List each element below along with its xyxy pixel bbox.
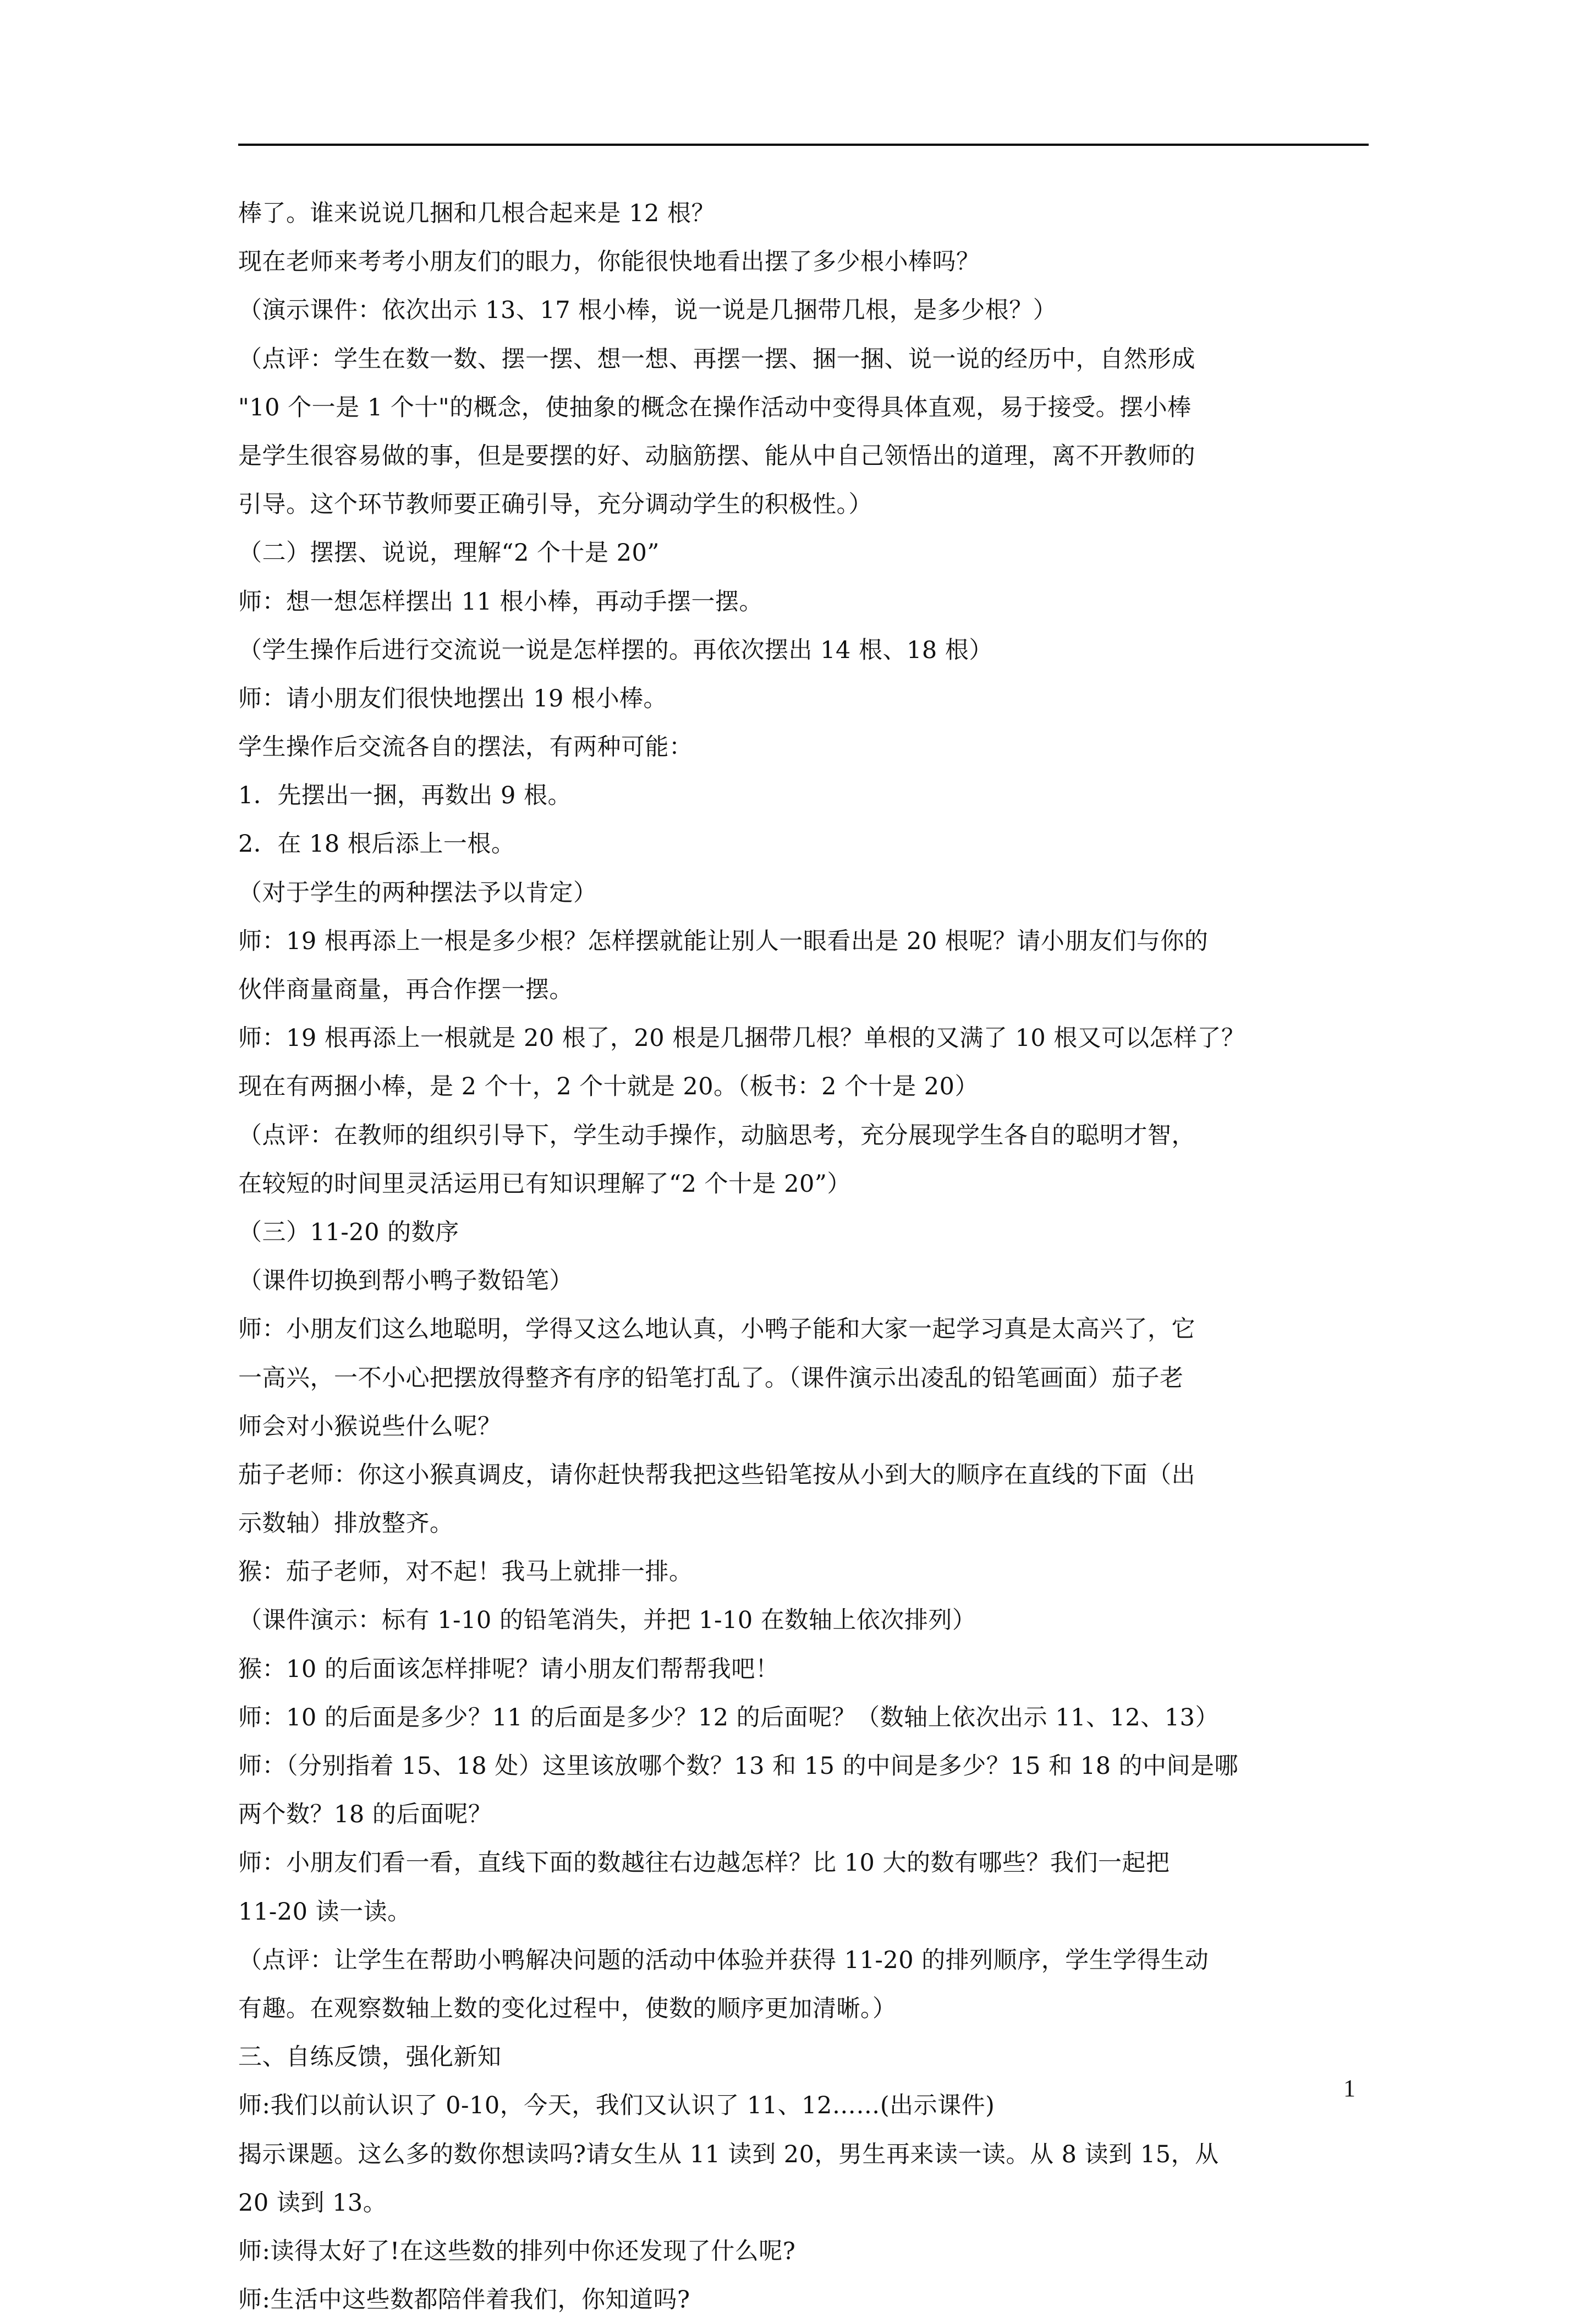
text-line: 师：19 根再添上一根是多少根？怎样摆就能让别人一眼看出是 20 根呢？请小朋友们与你的 (238, 927, 1209, 955)
document-body (238, 189, 1369, 2324)
text-line: （课件切换到帮小鸭子数铅笔） (238, 1267, 573, 1295)
text-line: 师:我们以前认识了 0-10，今天，我们又认识了 11、12……(出示课件) (238, 2092, 995, 2120)
section-heading: （二）摆摆、说说，理解“2 个十是 20” (238, 539, 660, 567)
text-line: （点评：让学生在帮助小鸭解决问题的活动中体验并获得 11-20 的排列顺序，学生学得生动 (238, 1946, 1209, 1974)
text-line: 现在有两捆小棒，是 2 个十，2 个十就是 20。（板书：2 个十是 20） (238, 1073, 979, 1101)
text-line: 棒了。谁来说说几捆和几根合起来是 12 根？ (238, 200, 716, 227)
text-line: 师：19 根再添上一根就是 20 根了，20 根是几捆带几根？单根的又满了 10 根又可以怎样了？ (238, 1024, 1245, 1053)
text-line: 师:读得太好了!在这些数的排列中你还发现了什么呢? (238, 2237, 796, 2265)
text-line: 一高兴，一不小心把摆放得整齐有序的铅笔打乱了。（课件演示出凌乱的铅笔画面）茄子老 (238, 1364, 1184, 1392)
text-line: 师：小朋友们这么地聪明，学得又这么地认真，小鸭子能和大家一起学习真是太高兴了，它 (238, 1316, 1195, 1344)
text-line: 20 读到 13。 (238, 2189, 387, 2217)
text-line: 猴：10 的后面该怎样排呢？请小朋友们帮帮我吧！ (238, 1655, 779, 1683)
text-line: 茄子老师：你这小猴真调皮，请你赶快帮我把这些铅笔按从小到大的顺序在直线的下面（出 (238, 1461, 1195, 1489)
text-line: （学生操作后进行交流说一说是怎样摆的。再依次摆出 14 根、18 根） (238, 636, 993, 664)
text-line: 学生操作后交流各自的摆法，有两种可能： (238, 733, 693, 761)
text-line: 2．在 18 根后添上一根。 (238, 830, 515, 858)
text-line: 有趣。在观察数轴上数的变化过程中，使数的顺序更加清晰。） (238, 1994, 897, 2022)
text-line: 示数轴）排放整齐。 (238, 1510, 454, 1538)
text-line: 揭示课题。这么多的数你想读吗?请女生从 11 读到 20，男生再来读一读。从 8 读到 15，从 (238, 2140, 1219, 2168)
text-line: （点评：学生在数一数、摆一摆、想一想、再摆一摆、捆一捆、说一说的经历中，自然形成 (238, 345, 1195, 373)
text-line: 师:生活中这些数都陪伴着我们，你知道吗? (238, 2286, 690, 2314)
text-line: 11-20 读一读。 (238, 1898, 411, 1926)
text-line: 两个数？18 的后面呢？ (238, 1801, 492, 1829)
header-rule (238, 144, 1369, 146)
page-number: 1 (1343, 2075, 1355, 2102)
text-line: 师：10 的后面是多少？11 的后面是多少？12 的后面呢？（数轴上依次出示 11、12、13） (238, 1703, 1219, 1731)
text-line: 现在老师来考考小朋友们的眼力，你能很快地看出摆了多少根小棒吗？ (238, 248, 980, 276)
section-heading: 三、自练反馈，强化新知 (238, 2043, 502, 2071)
text-line: 师：小朋友们看一看，直线下面的数越往右边越怎样？比 10 大的数有哪些？我们一起把 (238, 1849, 1170, 1877)
text-line: （点评：在教师的组织引导下，学生动手操作，动脑思考，充分展现学生各自的聪明才智， (238, 1121, 1195, 1149)
text-line: （对于学生的两种摆法予以肯定） (238, 879, 597, 907)
text-line: 引导。这个环节教师要正确引导，充分调动学生的积极性。） (238, 491, 872, 519)
text-line: 是学生很容易做的事，但是要摆的好、动脑筋摆、能从中自己领悟出的道理，离不开教师的 (238, 442, 1195, 470)
text-line: （课件演示：标有 1-10 的铅笔消失，并把 1-10 在数轴上依次排列） (238, 1607, 976, 1635)
text-line: 猴：茄子老师，对不起！我马上就排一排。 (238, 1558, 693, 1586)
text-line: "10 个一是 1 个十"的概念，使抽象的概念在操作活动中变得具体直观，易于接受。摆小棒 (238, 393, 1192, 421)
text-line: 师会对小猴说些什么呢？ (238, 1412, 502, 1440)
text-line: 在较短的时间里灵活运用已有知识理解了“2 个十是 20”） (238, 1170, 851, 1198)
text-line: （演示课件：依次出示 13、17 根小棒，说一说是几捆带几根，是多少根？） (238, 297, 1057, 325)
text-line: 1．先摆出一捆，再数出 9 根。 (238, 782, 572, 810)
section-heading: （三）11-20 的数序 (238, 1218, 459, 1246)
text-line: 师：请小朋友们很快地摆出 19 根小棒。 (238, 684, 668, 712)
text-line: 师：想一想怎样摆出 11 根小棒，再动手摆一摆。 (238, 588, 764, 616)
text-line: 师：（分别指着 15、18 处）这里该放哪个数？13 和 15 的中间是多少？15 和 18 的中间是哪 (238, 1752, 1239, 1780)
text-line: 伙伴商量商量，再合作摆一摆。 (238, 976, 573, 1004)
